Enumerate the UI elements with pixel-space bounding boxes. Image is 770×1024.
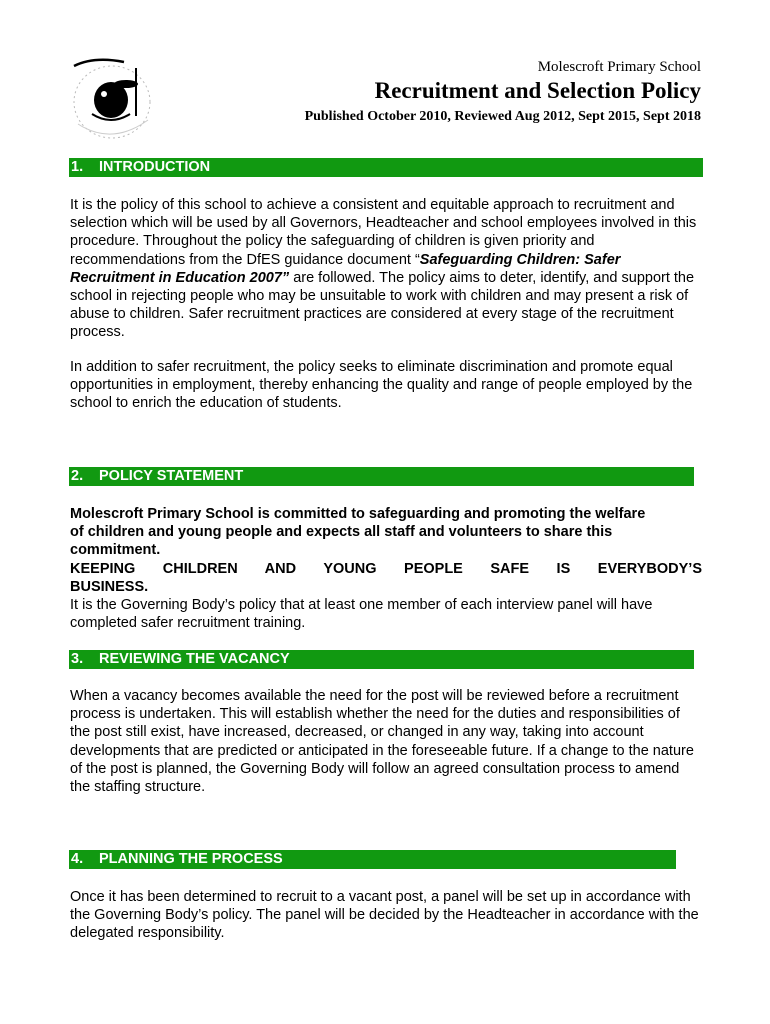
section-2-heading-bar [69, 467, 694, 486]
section-4-heading-bar [69, 850, 676, 869]
published-line: Published October 2010, Reviewed Aug 2012, Sept 2015, Sept 2018 [304, 109, 701, 124]
section-4-body [70, 888, 702, 943]
section-3-heading-bar [69, 650, 694, 669]
section-3-paragraph: When a vacancy becomes available the need for the post will be reviewed before a recruitment process is undertaken. This will establish whether the need for the duties and responsibilities of the post still exist, have increased, decreased, or changed in any way, taking into account developments that are predicted or anticipated in the foreseeable future. If a change to the nature of the post is planned, the Governing Body will follow an agreed consultation process to amend the staffing structure. [70, 688, 694, 796]
section-1-paragraph-1 [70, 196, 702, 342]
section-4-heading: PLANNING THE PROCESS [99, 851, 283, 867]
section-4-paragraph: Once it has been determined to recruit to a vacant post, a panel will be set up in accordance with the Governing Body’s policy. The panel will be decided by the Headteacher in accordance with the delegated responsibility. [70, 889, 699, 942]
section-3-body [70, 687, 702, 796]
section-3-number: 3. [71, 651, 84, 667]
safeguarding-slogan-line-1: KEEPING CHILDREN AND YOUNG PEOPLE SAFE IS EVERYBODY’S [70, 560, 702, 577]
school-logo [64, 54, 164, 144]
commitment-statement: Molescroft Primary School is committed to safeguarding and promoting the welfare of children and young people and expects all staff and volunteers to share this commitment. [70, 506, 646, 559]
section-2-paragraph: It is the Governing Body’s policy that at least one member of each interview panel will have completed safer recruitment training. [70, 597, 653, 632]
section-1-number: 1. [71, 159, 84, 175]
section-2-body [70, 505, 702, 632]
section-4-number: 4. [71, 851, 84, 867]
school-name: Molescroft Primary School [537, 59, 701, 75]
section-3-heading: REVIEWING THE VACANCY [99, 651, 290, 667]
section-1-heading-bar [69, 158, 703, 177]
document-header [305, 58, 701, 128]
section-2-heading: POLICY STATEMENT [99, 468, 244, 484]
guidance-document-title: Safeguarding Children: Safer Recruitment in Education 2007” [70, 251, 621, 286]
section-1-paragraph-2: In addition to safer recruitment, the policy seeks to eliminate discrimination and promote equal opportunities in employment, thereby enhancing the quality and range of people employed by the school to enrich the education of students. [70, 358, 693, 412]
section-2-number: 2. [71, 468, 84, 484]
section-1-body [70, 196, 702, 412]
paragraph-text: It is the policy of this school to achieve a consistent and equitable approach to recruitment and selection which will be used by all Governors, Headteacher and school employees involved in this procedure. Throughout the policy the safeguarding of children is given priority and recommendations from the DfES guidance document “ [70, 197, 697, 268]
paragraph-text: are followed. The policy aims to deter, identify, and support the school in rejecting people who may be unsuitable to work with children and may present a risk of abuse to children. Safer recruitment practices are considered at every stage of the recruitment process. [70, 269, 695, 341]
document-title: Recruitment and Selection Policy [374, 78, 701, 103]
section-1-heading: INTRODUCTION [99, 159, 211, 175]
safeguarding-slogan-line-2: BUSINESS. [70, 578, 149, 595]
